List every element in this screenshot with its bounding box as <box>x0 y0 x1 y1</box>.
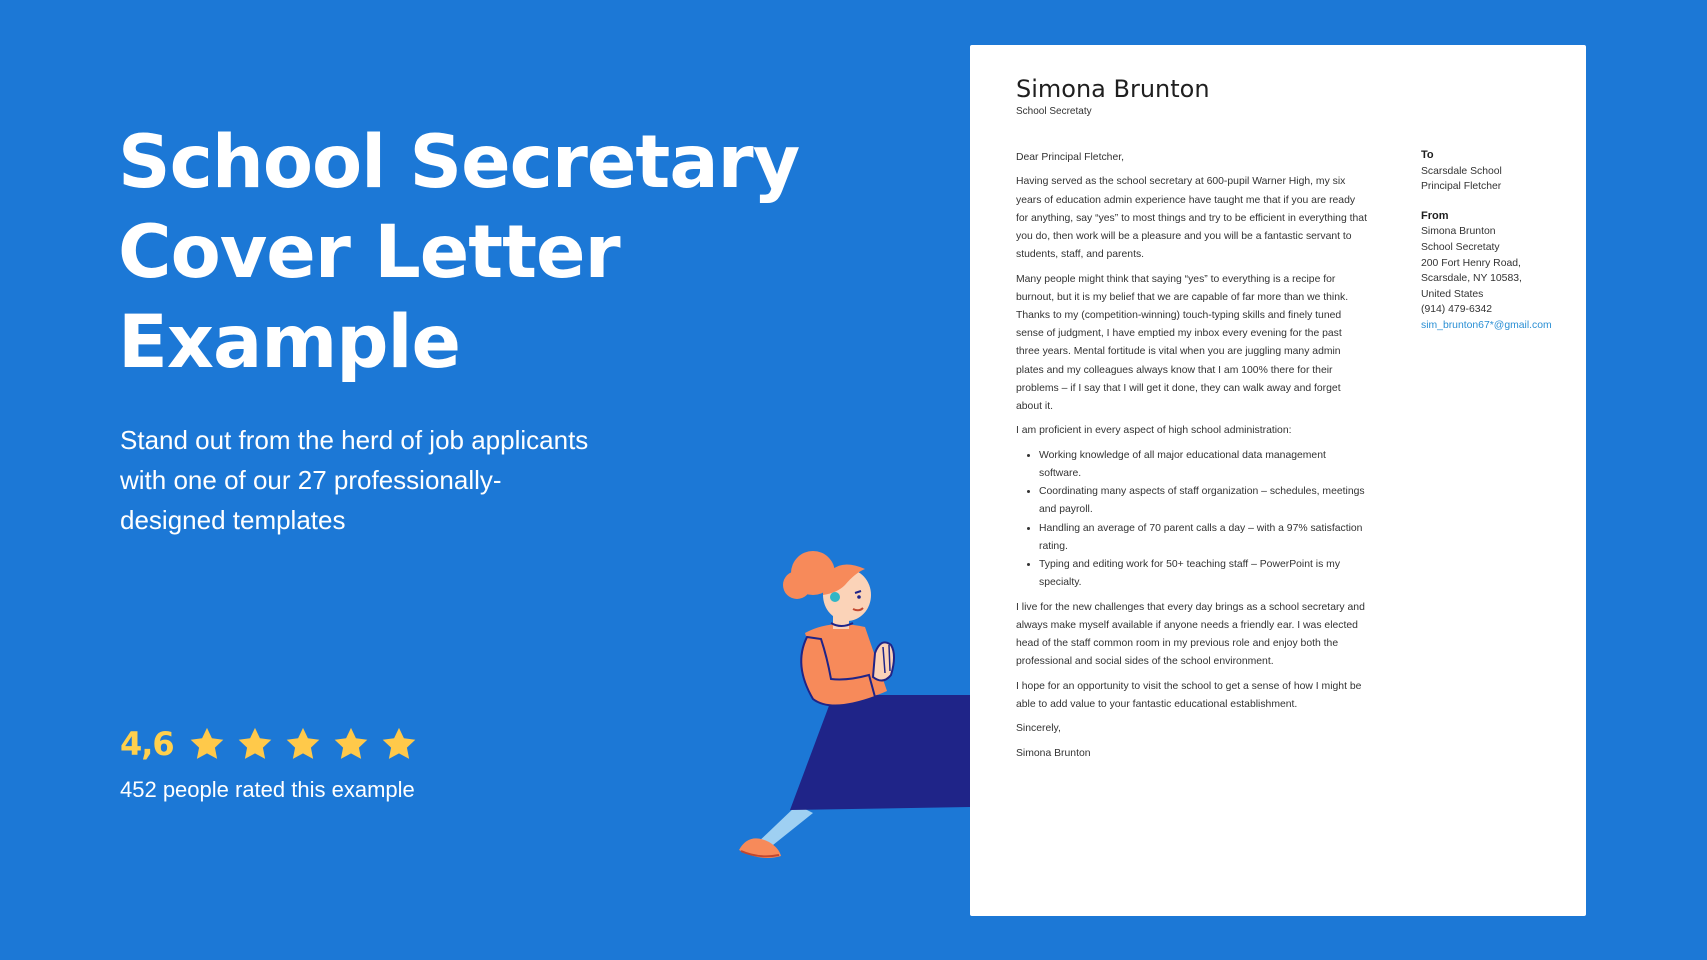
sender-line: Simona Brunton <box>1421 226 1496 238</box>
recipient-block <box>1421 148 1581 195</box>
letter-bullet: • Working knowledge of all major educational data management software. <box>1039 447 1368 483</box>
title-line-2: Cover Letter <box>118 210 620 295</box>
letter-sender-name: Simona Brunton <box>1016 75 1210 103</box>
rating-count: 452 people rated this example <box>120 777 415 802</box>
letter-sidebar <box>1421 148 1581 348</box>
sender-label: From <box>1421 209 1449 222</box>
letter-paragraph: I hope for an opportunity to visit the school to get a sense of how I might be able to add value to your fantastic educational establishment. <box>1016 680 1362 710</box>
letter-salutation: Dear Principal Fletcher, <box>1016 152 1124 163</box>
recipient-line: Scarsdale School <box>1421 165 1502 177</box>
page-subtitle: Stand out from the herd of job applicants with one of our 27 professionally-designed templates <box>120 425 589 535</box>
sender-block <box>1421 209 1581 334</box>
sender-line: United States <box>1421 288 1484 300</box>
letter-bullet-list <box>1016 447 1368 593</box>
star-icon <box>284 725 322 763</box>
letter-signoff: Sincerely, <box>1016 723 1061 735</box>
rating-block <box>120 725 428 803</box>
rating-score: 4,6 <box>120 725 174 763</box>
cover-letter-document <box>970 45 1586 916</box>
woman-illustration <box>735 545 975 875</box>
letter-paragraph: I live for the new challenges that every day brings as a school secretary and always make myself available if anyone needs a friendly ear. I was elected head of the staff common room in my previous role and enjoy both the professional and social sides of the school environment. <box>1016 601 1365 668</box>
sender-line: 200 Fort Henry Road, <box>1421 257 1521 269</box>
letter-bullet: • Typing and editing work for 50+ teaching staff – PowerPoint is my specialty. <box>1039 556 1368 592</box>
letter-sender-role: School Secretaty <box>1016 106 1092 117</box>
letter-bullet: • Coordinating many aspects of staff organization – schedules, meetings and payroll. <box>1039 483 1368 519</box>
letter-signature: Simona Brunton <box>1016 747 1091 759</box>
star-icon <box>332 725 370 763</box>
star-icon <box>380 725 418 763</box>
title-line-1: School Secretary <box>118 120 800 205</box>
recipient-label: To <box>1421 149 1434 161</box>
rating-row <box>120 725 428 763</box>
title-line-3: Example <box>118 300 461 385</box>
letter-paragraph: I am proficient in every aspect of high school administration: <box>1016 425 1292 437</box>
sender-phone: (914) 479-6342 <box>1421 304 1493 316</box>
letter-body <box>1016 149 1368 769</box>
star-icon <box>188 725 226 763</box>
sender-email-link[interactable]: sim_brunton67*@gmail.com <box>1421 319 1552 331</box>
sender-line: Scarsdale, NY 10583, <box>1421 273 1522 285</box>
letter-paragraph: Many people might think that saying “yes” to everything is a recipe for burnout, but it is my belief that we are capable of far more than we think. Thanks to my (competition-winning) touch-typing skills and finely tuned sense of judgment, I have emptied my inbox every evening for the past three years. Mental fortitude is vital when you are juggling many admin plates and my colleagues always know that I am 100% there for their problems – if I say that I will get it done, they can walk away and forget about it. <box>1016 273 1349 413</box>
letter-paragraph: Having served as the school secretary at 600-pupil Warner High, my six years of education admin experience have taught me that if you are ready for anything, say “yes” to most things and try to be efficient in everything that you do, then work will be a pleasure and you will be a fantastic servant to students, staff, and parents. <box>1016 176 1367 261</box>
star-icon <box>236 725 274 763</box>
page-title <box>118 118 818 388</box>
recipient-line: Principal Fletcher <box>1421 181 1502 193</box>
sender-line: School Secretaty <box>1421 241 1500 253</box>
letter-bullet: • Handling an average of 70 parent calls a day – with a 97% satisfaction rating. <box>1039 520 1368 556</box>
